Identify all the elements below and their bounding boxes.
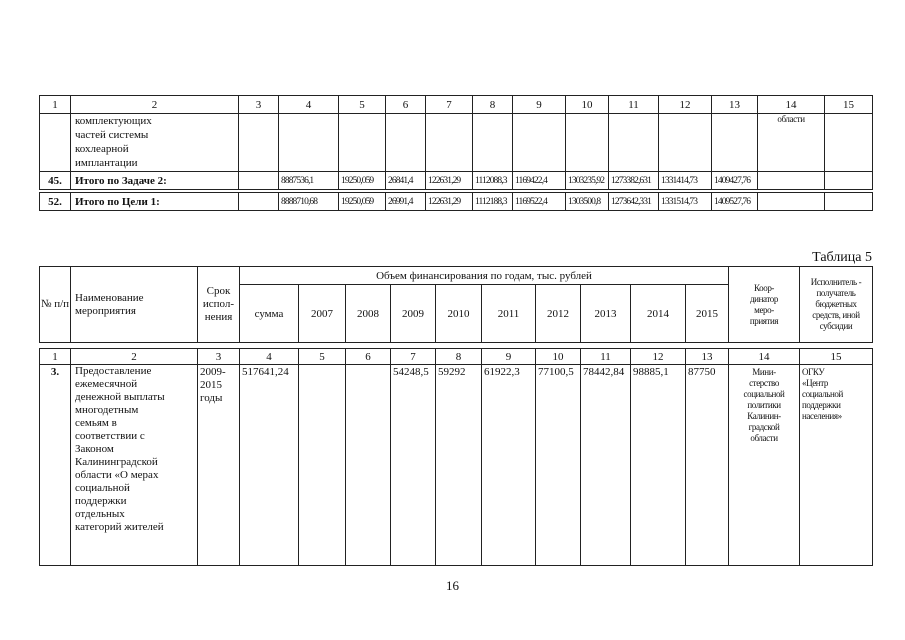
year-value-cell: 59292 bbox=[436, 365, 482, 566]
value-cell: 1273382,631 bbox=[609, 172, 659, 190]
column-number: 7 bbox=[391, 349, 436, 365]
value-cell: 1273642,331 bbox=[609, 193, 659, 211]
value-cell: 8888710,68 bbox=[279, 193, 339, 211]
coordinator-cell: области bbox=[758, 114, 825, 172]
year-value-cell: 78442,84 bbox=[581, 365, 631, 566]
executor-cell: ОГКУ «Центр социальной поддержки населения» bbox=[800, 365, 873, 566]
year-value-cell: 61922,3 bbox=[482, 365, 536, 566]
table-row bbox=[40, 365, 873, 566]
column-number: 8 bbox=[436, 349, 482, 365]
value-cell: 1169522,4 bbox=[513, 193, 566, 211]
column-number: 2 bbox=[71, 96, 239, 114]
column-number: 9 bbox=[513, 96, 566, 114]
col-header-year: 2012 bbox=[536, 285, 581, 343]
column-number: 3 bbox=[198, 349, 240, 365]
value-cell: 1409427,76 bbox=[712, 172, 758, 190]
row-number: 52. bbox=[40, 193, 71, 211]
value-cell: 1112088,3 bbox=[473, 172, 513, 190]
column-number: 14 bbox=[729, 349, 800, 365]
column-number: 2 bbox=[71, 349, 198, 365]
summary-table-continuation bbox=[39, 95, 873, 211]
year-value-cell: 87750 bbox=[686, 365, 729, 566]
column-number: 8 bbox=[473, 96, 513, 114]
column-number: 13 bbox=[686, 349, 729, 365]
col-header-year: 2014 bbox=[631, 285, 686, 343]
value-cell: 122631,29 bbox=[426, 172, 473, 190]
col-header-year: 2010 bbox=[436, 285, 482, 343]
column-number: 4 bbox=[240, 349, 299, 365]
value-cell: 8887536,1 bbox=[279, 172, 339, 190]
year-value-cell: 77100,5 bbox=[536, 365, 581, 566]
coordinator-cell: Мини- стерство социальной политики Калинин- градской области bbox=[729, 365, 800, 566]
measure-name: Предоставление ежемесячной денежной выплаты многодетным семьям в соответствии с Законом Калининградской области «О мерах социальной поддержки отдельных категорий жителей bbox=[71, 365, 198, 566]
col-header-year: 2009 bbox=[391, 285, 436, 343]
column-number: 3 bbox=[239, 96, 279, 114]
col-header-year: 2013 bbox=[581, 285, 631, 343]
col-header-number: № п/п bbox=[40, 267, 71, 343]
col-header-year: 2015 bbox=[686, 285, 729, 343]
col-header-year: 2007 bbox=[299, 285, 346, 343]
col-header-sum: сумма bbox=[240, 285, 299, 343]
table-row bbox=[40, 193, 873, 211]
value-cell: 1112188,3 bbox=[473, 193, 513, 211]
table-header-row bbox=[40, 267, 873, 285]
sum-cell: 517641,24 bbox=[240, 365, 299, 566]
row-label: Итого по Задаче 2: bbox=[71, 172, 239, 190]
financing-table bbox=[39, 266, 873, 566]
column-number: 10 bbox=[566, 96, 609, 114]
col-header-executor: Исполнитель - получатель бюджетных средств, иной субсидии bbox=[800, 267, 873, 343]
column-number: 12 bbox=[659, 96, 712, 114]
col-header-name: Наименование мероприятия bbox=[71, 267, 198, 343]
column-number: 7 bbox=[426, 96, 473, 114]
measure-description: комплектующих частей системы кохлеарной имплантации bbox=[71, 114, 239, 172]
column-number: 15 bbox=[825, 96, 873, 114]
column-number: 4 bbox=[279, 96, 339, 114]
value-cell: 122631,29 bbox=[426, 193, 473, 211]
term-cell: 2009- 2015 годы bbox=[198, 365, 240, 566]
table-header-row bbox=[40, 96, 873, 114]
value-cell: 19250,059 bbox=[339, 172, 386, 190]
value-cell: 1303500,8 bbox=[566, 193, 609, 211]
year-value-cell: 54248,5 bbox=[391, 365, 436, 566]
row-label: Итого по Цели 1: bbox=[71, 193, 239, 211]
row-number: 3. bbox=[40, 365, 71, 566]
col-header-year: 2008 bbox=[346, 285, 391, 343]
table-caption: Таблица 5 bbox=[812, 250, 872, 265]
page-number: 16 bbox=[446, 578, 459, 593]
col-header-financing: Объем финансирования по годам, тыс. рублей bbox=[240, 267, 729, 285]
value-cell: 19250,059 bbox=[339, 193, 386, 211]
column-number: 12 bbox=[631, 349, 686, 365]
column-number: 1 bbox=[40, 349, 71, 365]
table-number-row bbox=[40, 349, 873, 365]
year-value-cell bbox=[299, 365, 346, 566]
table-row bbox=[40, 172, 873, 190]
column-number: 10 bbox=[536, 349, 581, 365]
row-number: 45. bbox=[40, 172, 71, 190]
column-number: 5 bbox=[299, 349, 346, 365]
value-cell: 1409527,76 bbox=[712, 193, 758, 211]
value-cell: 26841,4 bbox=[386, 172, 426, 190]
column-number: 11 bbox=[581, 349, 631, 365]
year-value-cell bbox=[346, 365, 391, 566]
column-number: 11 bbox=[609, 96, 659, 114]
value-cell: 1331414,73 bbox=[659, 172, 712, 190]
column-number: 13 bbox=[712, 96, 758, 114]
value-cell: 1331514,73 bbox=[659, 193, 712, 211]
col-header-coordinator: Коор- динатор меро- приятия bbox=[729, 267, 800, 343]
column-number: 14 bbox=[758, 96, 825, 114]
column-number: 5 bbox=[339, 96, 386, 114]
col-header-term: Срок испол- нения bbox=[198, 267, 240, 343]
value-cell: 1169422,4 bbox=[513, 172, 566, 190]
table-row bbox=[40, 114, 873, 172]
column-number: 9 bbox=[482, 349, 536, 365]
column-number: 1 bbox=[40, 96, 71, 114]
col-header-year: 2011 bbox=[482, 285, 536, 343]
year-value-cell: 98885,1 bbox=[631, 365, 686, 566]
value-cell: 26991,4 bbox=[386, 193, 426, 211]
column-number: 6 bbox=[386, 96, 426, 114]
column-number: 6 bbox=[346, 349, 391, 365]
column-number: 15 bbox=[800, 349, 873, 365]
value-cell: 1303235,92 bbox=[566, 172, 609, 190]
